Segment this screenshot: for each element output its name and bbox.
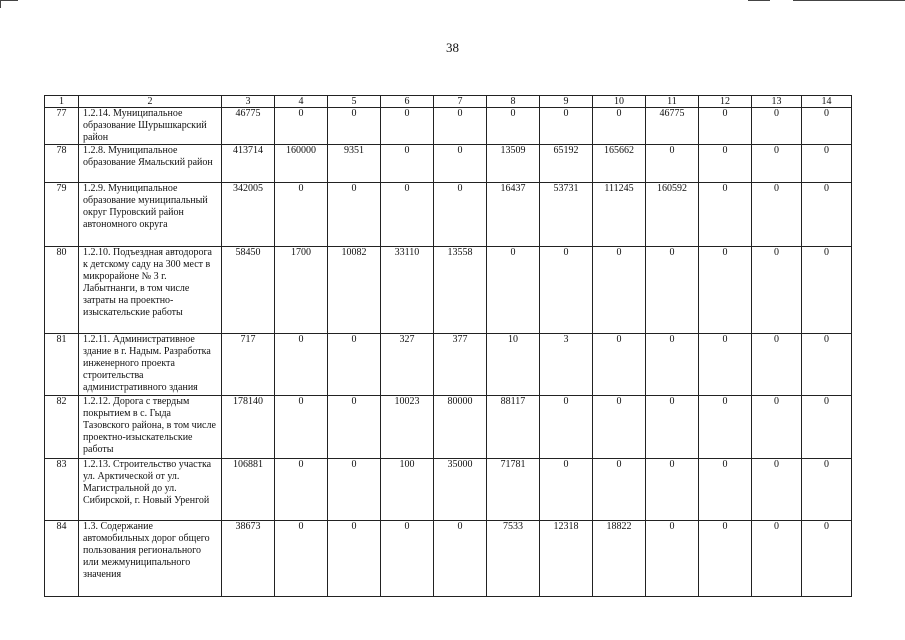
- cell-value: 0: [802, 334, 852, 396]
- cell-value: 0: [328, 334, 381, 396]
- cell-value: 46775: [222, 108, 275, 145]
- cell-value: 106881: [222, 459, 275, 521]
- column-header: 8: [487, 96, 540, 108]
- cell-value: 0: [646, 334, 699, 396]
- cell-value: 38673: [222, 521, 275, 597]
- table-row: [45, 145, 852, 183]
- cell-value: 0: [275, 459, 328, 521]
- row-number: 79: [45, 183, 79, 247]
- cell-value: 0: [487, 247, 540, 334]
- column-header: 11: [646, 96, 699, 108]
- cell-value: 0: [699, 183, 752, 247]
- cell-value: 0: [699, 396, 752, 459]
- cell-value: 327: [381, 334, 434, 396]
- cell-value: 0: [752, 334, 802, 396]
- table-row: [45, 334, 852, 396]
- cell-value: 0: [752, 145, 802, 183]
- cell-value: 0: [275, 334, 328, 396]
- cell-value: 0: [275, 521, 328, 597]
- budget-table: [44, 95, 852, 597]
- column-header: 5: [328, 96, 381, 108]
- scan-edge-mark: [793, 0, 905, 1]
- cell-value: 71781: [487, 459, 540, 521]
- cell-value: 0: [752, 396, 802, 459]
- row-number: 84: [45, 521, 79, 597]
- row-title: 1.2.9. Муниципальное образование муниципальный округ Пуровский район автономного округа: [79, 183, 222, 247]
- cell-value: 160592: [646, 183, 699, 247]
- table-row: [45, 396, 852, 459]
- column-number-header: [45, 96, 852, 108]
- scan-edge-mark: [0, 0, 18, 1]
- cell-value: 46775: [646, 108, 699, 145]
- cell-value: 16437: [487, 183, 540, 247]
- column-header: 10: [593, 96, 646, 108]
- cell-value: 10023: [381, 396, 434, 459]
- cell-value: 0: [752, 521, 802, 597]
- column-header: 12: [699, 96, 752, 108]
- cell-value: 10082: [328, 247, 381, 334]
- cell-value: 0: [802, 247, 852, 334]
- column-header: 3: [222, 96, 275, 108]
- cell-value: 0: [699, 247, 752, 334]
- scan-edge-mark: [748, 0, 770, 1]
- cell-value: 0: [275, 183, 328, 247]
- cell-value: 0: [540, 459, 593, 521]
- cell-value: 0: [328, 108, 381, 145]
- cell-value: 7533: [487, 521, 540, 597]
- cell-value: 0: [593, 334, 646, 396]
- row-number: 83: [45, 459, 79, 521]
- row-title: 1.2.11. Административное здание в г. Надым. Разработка инженерного проекта строительства административного здания: [79, 334, 222, 396]
- cell-value: 0: [802, 396, 852, 459]
- cell-value: 0: [802, 145, 852, 183]
- row-title: 1.2.13. Строительство участка ул. Арктической от ул. Магистральной до ул. Сибирской, г. Новый Уренгой: [79, 459, 222, 521]
- row-title: 1.3. Содержание автомобильных дорог общего пользования регионального или межмуниципального значения: [79, 521, 222, 597]
- cell-value: 0: [434, 521, 487, 597]
- cell-value: 0: [646, 145, 699, 183]
- column-header: 2: [79, 96, 222, 108]
- cell-value: 0: [646, 396, 699, 459]
- cell-value: 0: [646, 459, 699, 521]
- cell-value: 12318: [540, 521, 593, 597]
- cell-value: 0: [802, 108, 852, 145]
- cell-value: 0: [593, 108, 646, 145]
- cell-value: 13509: [487, 145, 540, 183]
- cell-value: 3: [540, 334, 593, 396]
- column-header: 6: [381, 96, 434, 108]
- cell-value: 0: [487, 108, 540, 145]
- cell-value: 0: [802, 183, 852, 247]
- cell-value: 342005: [222, 183, 275, 247]
- cell-value: 0: [275, 396, 328, 459]
- cell-value: 0: [802, 459, 852, 521]
- cell-value: 0: [699, 459, 752, 521]
- table-row: [45, 108, 852, 145]
- cell-value: 0: [593, 459, 646, 521]
- cell-value: 0: [540, 396, 593, 459]
- cell-value: 0: [328, 521, 381, 597]
- cell-value: 18822: [593, 521, 646, 597]
- cell-value: 0: [752, 247, 802, 334]
- column-header: 13: [752, 96, 802, 108]
- row-title: 1.2.14. Муниципальное образование Шурышкарский район: [79, 108, 222, 145]
- cell-value: 0: [646, 521, 699, 597]
- column-header: 14: [802, 96, 852, 108]
- row-title: 1.2.10. Подъездная автодорога к детскому саду на 300 мест в микрорайоне № 3 г. Лабытнанги, в том числе затраты на проектно-изыскательские работы: [79, 247, 222, 334]
- cell-value: 0: [593, 247, 646, 334]
- cell-value: 35000: [434, 459, 487, 521]
- table-row: [45, 247, 852, 334]
- column-header: 7: [434, 96, 487, 108]
- cell-value: 0: [434, 183, 487, 247]
- cell-value: 13558: [434, 247, 487, 334]
- table-row: [45, 183, 852, 247]
- cell-value: 0: [752, 459, 802, 521]
- cell-value: 65192: [540, 145, 593, 183]
- cell-value: 1700: [275, 247, 328, 334]
- cell-value: 0: [699, 521, 752, 597]
- cell-value: 717: [222, 334, 275, 396]
- cell-value: 80000: [434, 396, 487, 459]
- cell-value: 0: [434, 145, 487, 183]
- page-number: 38: [446, 40, 459, 55]
- cell-value: 0: [381, 521, 434, 597]
- cell-value: 100: [381, 459, 434, 521]
- column-header: 9: [540, 96, 593, 108]
- cell-value: 178140: [222, 396, 275, 459]
- row-number: 77: [45, 108, 79, 145]
- row-title: 1.2.12. Дорога с твердым покрытием в с. Гыда Тазовского района, в том числе проектно-изыскательские работы: [79, 396, 222, 459]
- table-row: [45, 521, 852, 597]
- cell-value: 0: [699, 108, 752, 145]
- cell-value: 165662: [593, 145, 646, 183]
- cell-value: 0: [275, 108, 328, 145]
- cell-value: 0: [381, 108, 434, 145]
- cell-value: 0: [328, 183, 381, 247]
- cell-value: 0: [752, 183, 802, 247]
- cell-value: 0: [593, 396, 646, 459]
- cell-value: 0: [540, 247, 593, 334]
- cell-value: 58450: [222, 247, 275, 334]
- row-number: 78: [45, 145, 79, 183]
- row-number: 81: [45, 334, 79, 396]
- cell-value: 0: [328, 459, 381, 521]
- cell-value: 53731: [540, 183, 593, 247]
- cell-value: 413714: [222, 145, 275, 183]
- cell-value: 111245: [593, 183, 646, 247]
- row-number: 80: [45, 247, 79, 334]
- cell-value: 377: [434, 334, 487, 396]
- cell-value: 88117: [487, 396, 540, 459]
- cell-value: 0: [540, 108, 593, 145]
- cell-value: 0: [381, 183, 434, 247]
- cell-value: 0: [752, 108, 802, 145]
- cell-value: 9351: [328, 145, 381, 183]
- column-header: 1: [45, 96, 79, 108]
- row-number: 82: [45, 396, 79, 459]
- table-row: [45, 459, 852, 521]
- cell-value: 0: [802, 521, 852, 597]
- cell-value: 0: [646, 247, 699, 334]
- column-header: 4: [275, 96, 328, 108]
- cell-value: 0: [434, 108, 487, 145]
- cell-value: 0: [699, 145, 752, 183]
- row-title: 1.2.8. Муниципальное образование Ямальский район: [79, 145, 222, 183]
- cell-value: 33110: [381, 247, 434, 334]
- scan-edge-mark: [0, 0, 1, 8]
- cell-value: 10: [487, 334, 540, 396]
- cell-value: 0: [699, 334, 752, 396]
- cell-value: 160000: [275, 145, 328, 183]
- cell-value: 0: [328, 396, 381, 459]
- cell-value: 0: [381, 145, 434, 183]
